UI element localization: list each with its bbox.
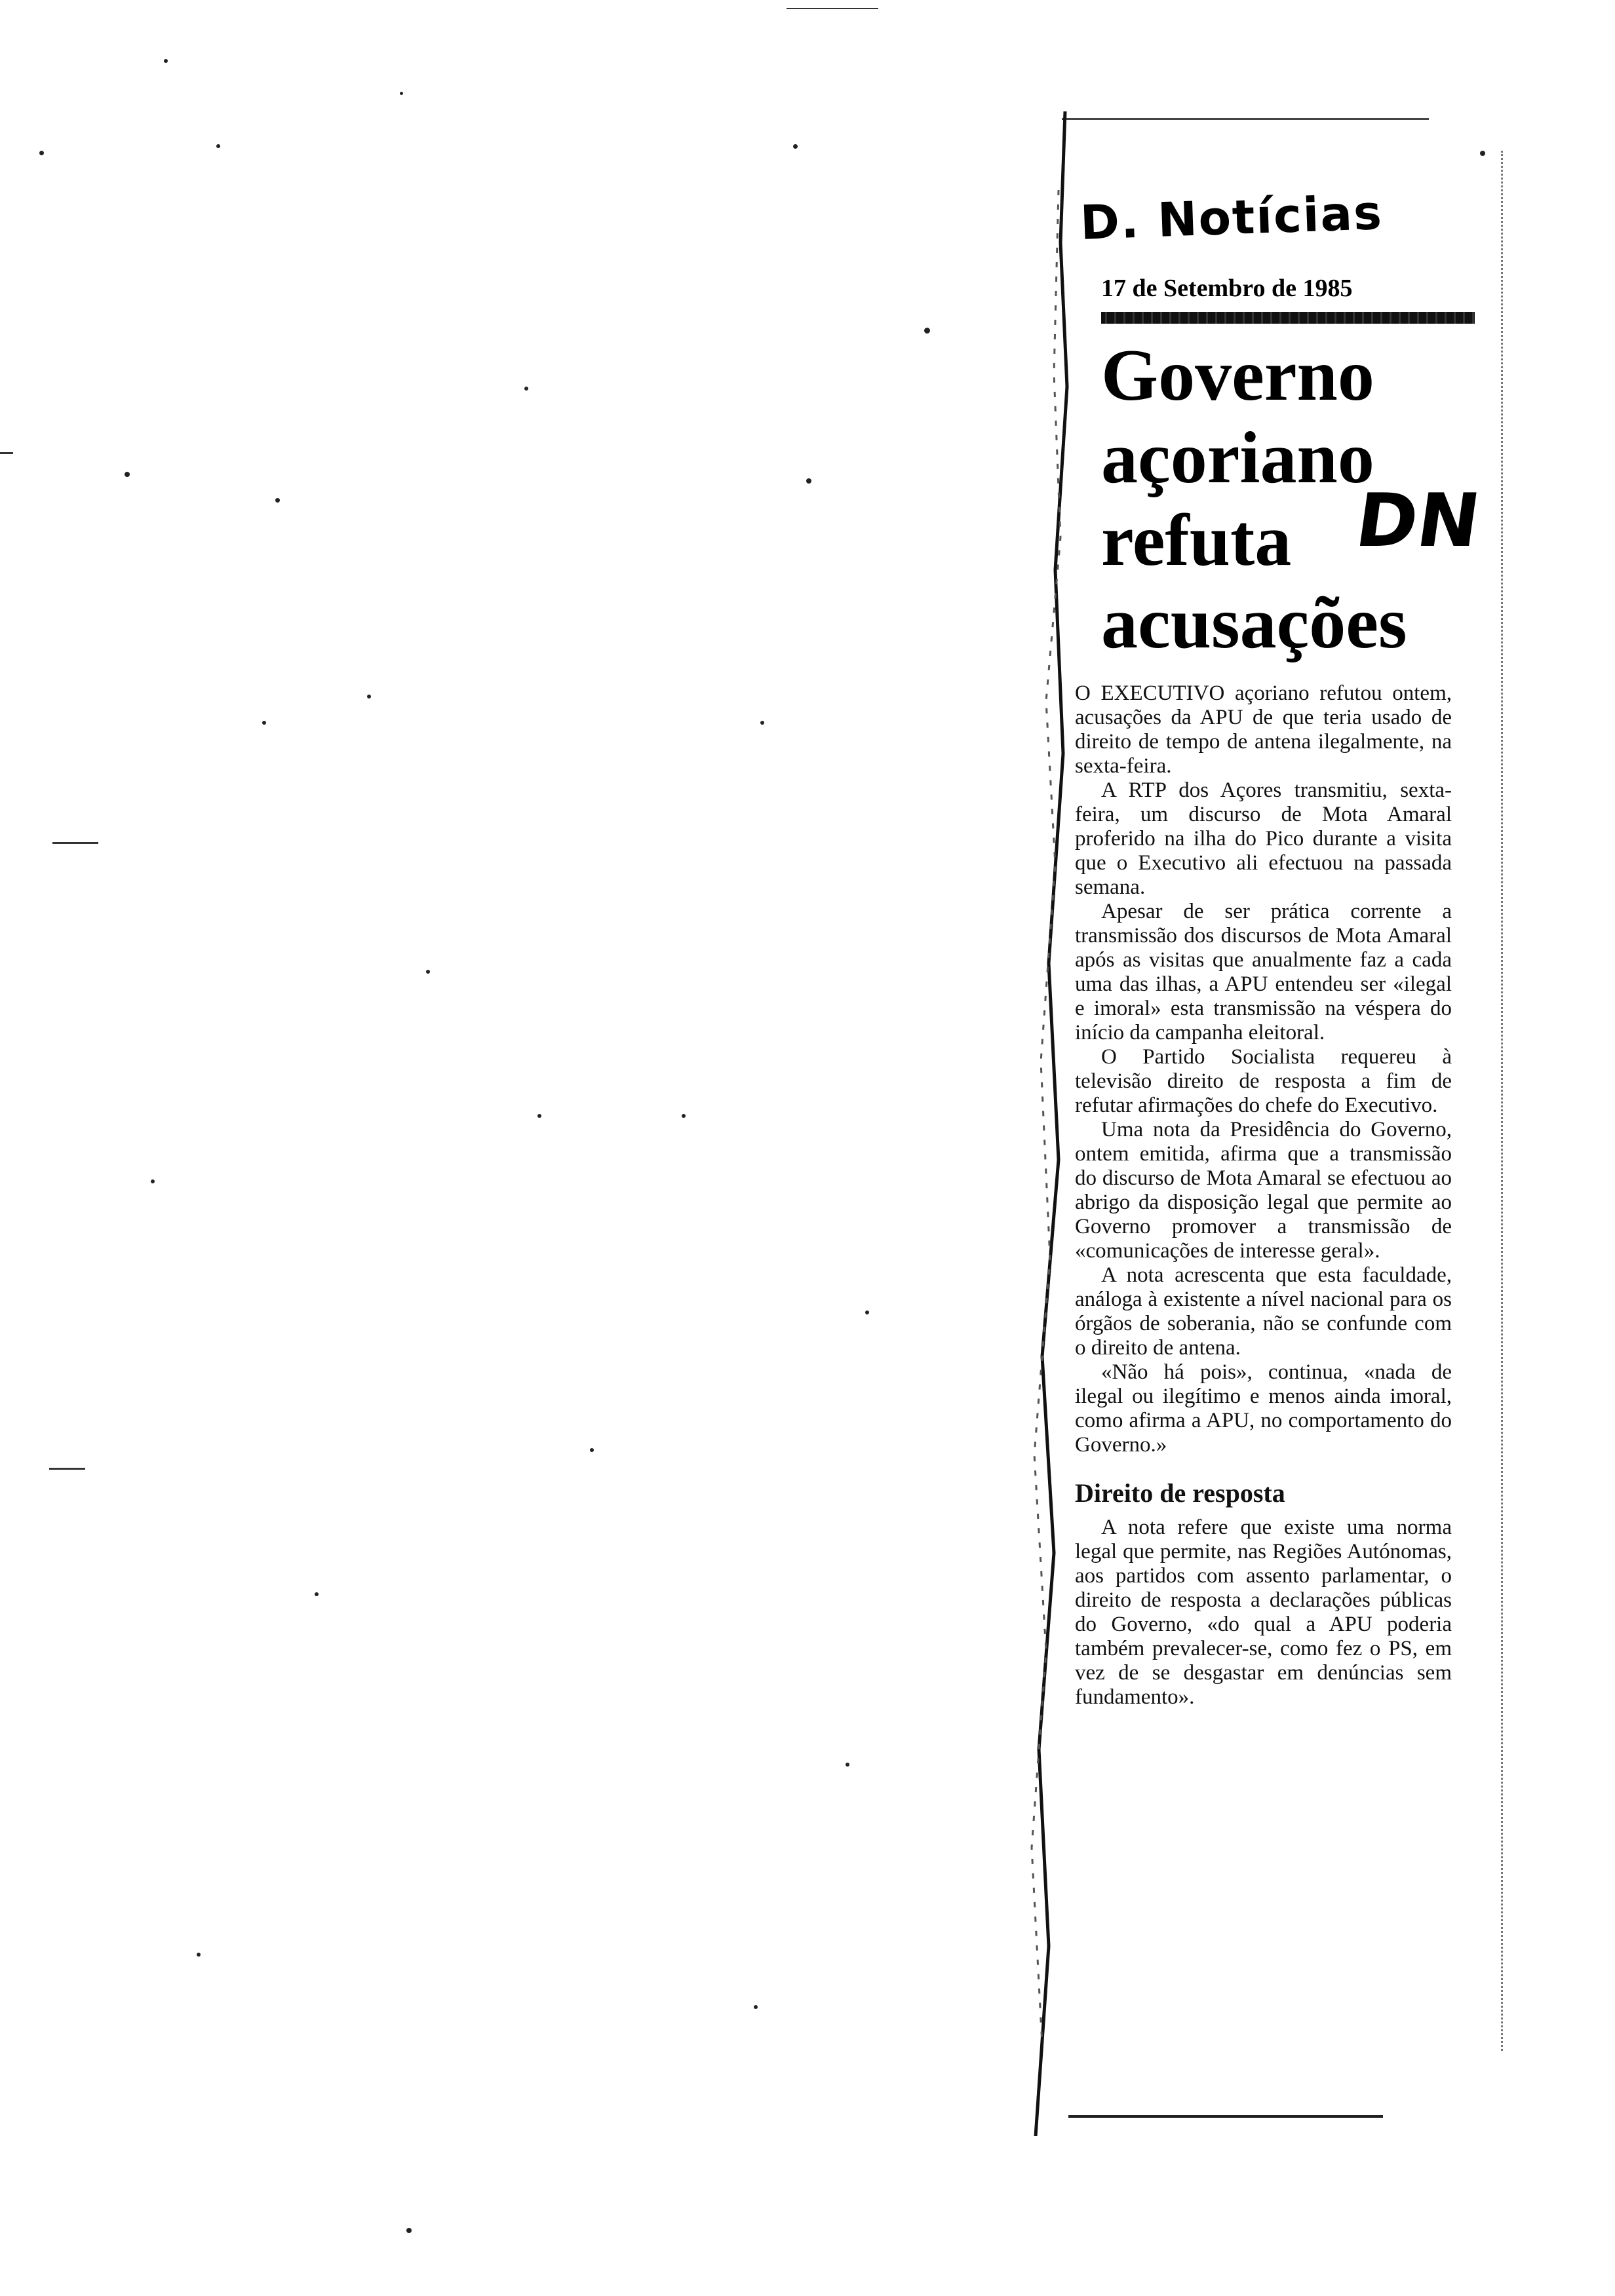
newspaper-clipping	[1003, 111, 1485, 2136]
clipping-right-edge	[1501, 151, 1504, 2051]
article-paragraph: A nota refere que existe uma norma legal que permite, nas Regiões Autónomas, aos partidos com assento parlamentar, o direito de resposta a declarações públicas do Governo, «do qual a APU poderia também prevalecer-se, como fez o PS, em vez de se desgastar em denúncias sem fundamento».	[1075, 1516, 1452, 1709]
article-subheading: Direito de resposta	[1075, 1478, 1285, 1508]
article-body	[1075, 681, 1452, 1710]
newspaper-masthead: D. Notícias	[1079, 184, 1384, 251]
clipping-top-edge	[1062, 118, 1429, 120]
article-paragraph: Apesar de ser prática corrente a transmissão dos discursos de Mota Amaral após as visitas que anualmente faz a cada uma das ilhas, a APU entendeu ser «ilegal e imoral» esta transmissão na véspera do início da campanha eleitoral.	[1075, 900, 1452, 1044]
headline-line: refuta	[1101, 500, 1292, 581]
headline-line: açoriano	[1101, 417, 1374, 499]
article-paragraph: O Partido Socialista requereu à televisão direito de resposta a fim de refutar afirmações do chefe do Executivo.	[1075, 1045, 1452, 1117]
headline-line: acusações	[1101, 583, 1407, 664]
torn-paper-edge	[1003, 111, 1075, 2136]
article-paragraph: «Não há pois», continua, «nada de ilegal ou ilegítimo e menos ainda imoral, como afirma a APU, no comportamento do Governo.»	[1075, 1360, 1452, 1457]
article-paragraph: O EXECUTIVO açoriano refutou ontem, acusações da APU de que teria usado de direito de tempo de antena ilegalmente, na sexta-feira.	[1075, 681, 1452, 778]
publication-date: 17 de Setembro de 1985	[1101, 275, 1353, 302]
article-paragraph: Uma nota da Presidência do Governo, ontem emitida, afirma que a transmissão do discurso de Mota Amaral se efectuou ao abrigo da disposição legal que permite ao Governo promover a transmissão de «comunicações de interesse geral».	[1075, 1118, 1452, 1263]
article-paragraph: A RTP dos Açores transmitiu, sexta-feira, um discurso de Mota Amaral proferido na ilha do Pico durante a visita que o Executivo ali efectuou na passada semana.	[1075, 778, 1452, 899]
article-end-rule	[1068, 2115, 1383, 2118]
headline-line: Governo	[1101, 335, 1374, 416]
masthead-rule	[1101, 312, 1475, 324]
article-paragraph: A nota acrescenta que esta faculdade, análoga à existente a nível nacional para os órgãos de soberania, não se confunde com o direito de antena.	[1075, 1263, 1452, 1360]
handwritten-annotation: DN	[1350, 478, 1485, 564]
